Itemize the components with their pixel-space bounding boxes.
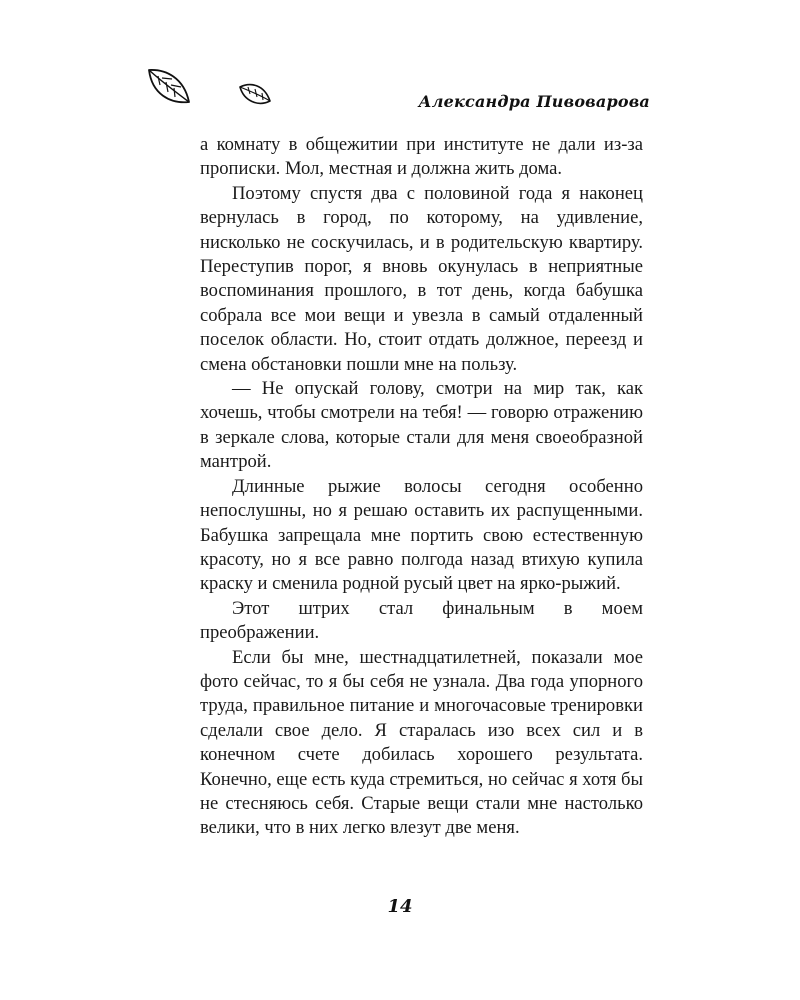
paragraph: Поэтому спустя два с половиной года я наконец вернулась в город, по которому, на удивление, нисколько не соскучилась, и в родительскую квартиру. Переступив порог, я вновь окунулась в неприятные воспоминания прошлого, в тот день, когда бабушка собрала все мои вещи и увезла в самый отдаленный поселок области. Но, стоит отдать должное, переезд и смена обстановки пошли мне на пользу. bbox=[200, 182, 643, 375]
page-number: 14 bbox=[387, 896, 413, 917]
paragraph: а комнату в общежитии при институте не дали из-за прописки. Мол, местная и должна жить дома. bbox=[200, 134, 643, 180]
running-header-author: Александра Пивоварова bbox=[418, 92, 650, 111]
leaf-icon bbox=[146, 66, 192, 106]
paragraph: Этот штрих стал финальным в моем преображении. bbox=[200, 597, 643, 644]
paragraph: — Не опускай голову, смотри на мир так, как хочешь, чтобы смотрели на тебя! — говорю отражению в зеркале слова, которые стали для меня своеобразной мантрой. bbox=[200, 378, 643, 473]
body-text bbox=[200, 133, 643, 841]
paragraph: Если бы мне, шестнадцатилетней, показали мое фото сейчас, то я бы себя не узнала. Два года упорного труда, правильное питание и многочасовые тренировки сделали свое дело. Я старалась изо всех сил и в конечном счете добилась хорошего результата. Конечно, еще есть куда стремиться, но сейчас я хотя бы не стесняюсь себя. Старые вещи стали мне настолько велики, что в них легко влезут две меня. bbox=[200, 646, 643, 839]
paragraph: Длинные рыжие волосы сегодня особенно непослушны, но я решаю оставить их распущенными. Бабушка запрещала мне портить свою естественную красоту, но я все равно полгода назад втихую купила краску и сменила родной русый цвет на ярко-рыжий. bbox=[200, 475, 643, 595]
leaf-icon bbox=[238, 81, 272, 108]
